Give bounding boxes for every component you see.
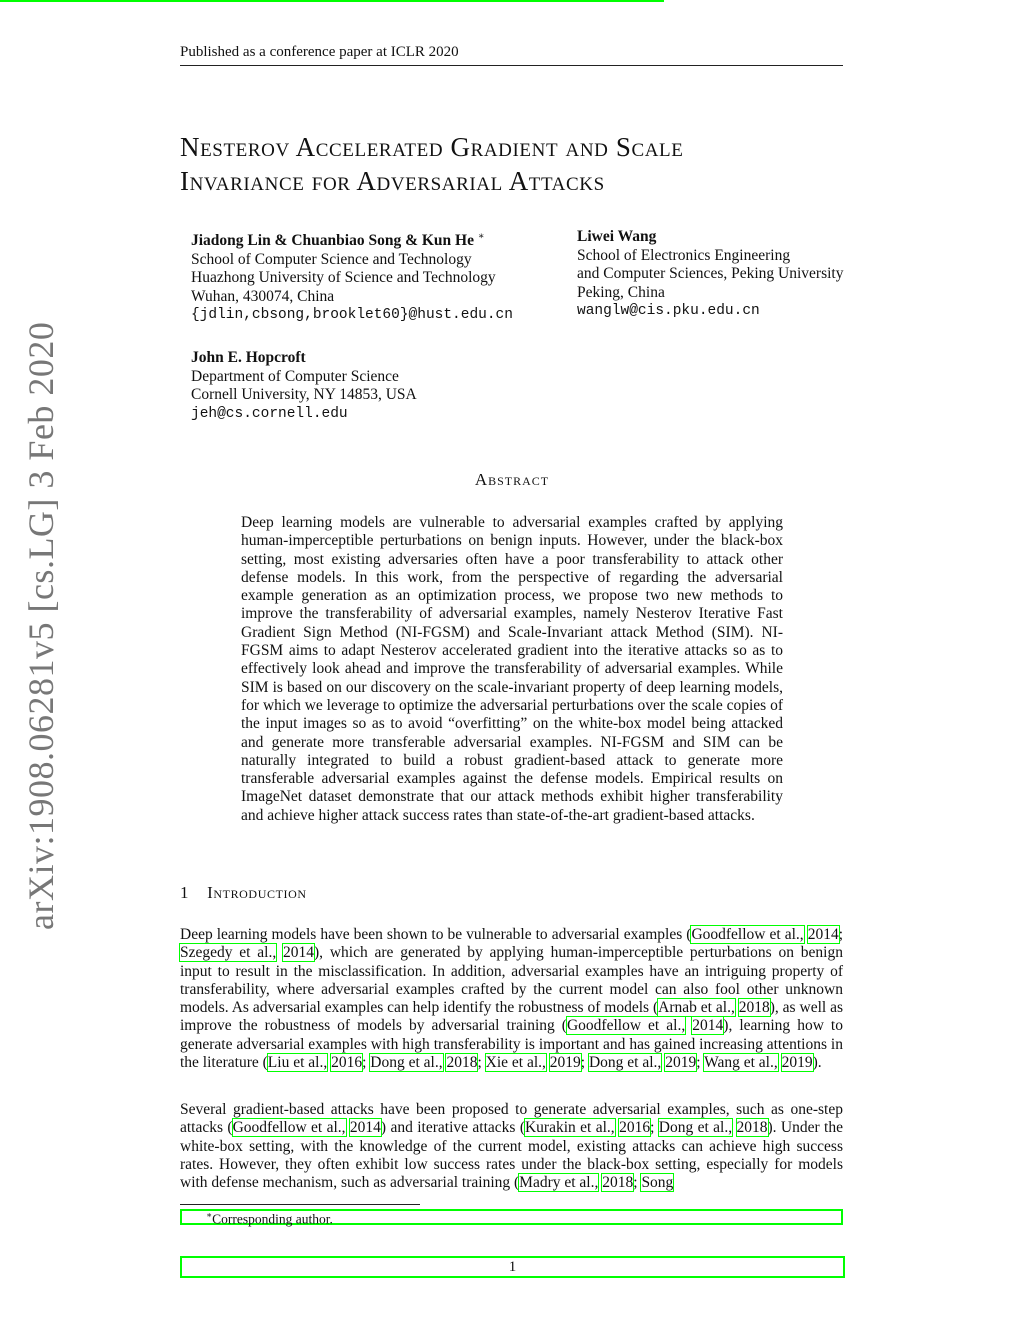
citation-link[interactable]: 2019: [781, 1054, 813, 1072]
title-line-1: Nesterov Accelerated Gradient and Scale: [180, 132, 684, 162]
citation-link[interactable]: 2016: [619, 1119, 651, 1137]
affiliation-line: School of Electronics Engineering: [577, 246, 791, 264]
page-number-link[interactable]: [180, 1256, 845, 1278]
citation-link[interactable]: 2014: [692, 1017, 724, 1035]
abstract-text: Deep learning models are vulnerable to adversarial examples crafted by applying human-imperceptible perturbations on benign inputs. However, under the black-box setting, most existing adversaries often have a poor transferability to attack other defense models. In this work, from the perspective of regarding the adversarial example generation as an optimization process, we propose two new methods to improve the transferability of adversarial examples, namely Nesterov Iterative Fast Gradient Sign Method (NI-FGSM) and Scale-Invariant attack Method (SIM). NI-FGSM aims to adapt Nesterov accelerated gradient into the iterative attacks so as to effectively look ahead and improve the transferability of adversarial examples. While SIM is based on our discovery on the scale-invariant property of deep learning models, for which we leverage to optimize the adversarial perturbations over the scale copies of the input images so as to avoid “overfitting” on the white-box model being attacked and generate more transferable adversarial examples. NI-FGSM and SIM can be naturally integrated to build a robust gradient-based attack to generate more transferable adversarial examples against the defense models. Empirical results on ImageNet dataset demonstrate that our attack methods exhibit higher transferability and achieve higher attack success rates than state-of-the-art gradient-based attacks.: [241, 514, 783, 824]
affiliation-line: School of Computer Science and Technology: [191, 250, 472, 268]
footnote-divider: [180, 1204, 420, 1205]
author-name: John E. Hopcroft: [191, 349, 306, 366]
citation-link[interactable]: 2018: [738, 999, 770, 1017]
running-header: Published as a conference paper at ICLR 2020: [180, 44, 843, 66]
citation-link[interactable]: Dong et al.,: [658, 1119, 733, 1137]
affiliation-line: Peking, China: [577, 283, 665, 301]
citation-link[interactable]: Dong et al.,: [588, 1054, 662, 1072]
citation-link[interactable]: 2014: [283, 944, 315, 962]
citation-link[interactable]: 2018: [602, 1174, 634, 1192]
author-block-right: [577, 228, 843, 321]
paper-title: [180, 130, 880, 198]
citation-link[interactable]: Xie et al.,: [485, 1054, 546, 1072]
author-email: jeh@cs.cornell.edu: [191, 405, 348, 422]
citation-link[interactable]: Goodfellow et al.,: [691, 926, 804, 943]
author-name: Liwei Wang: [577, 228, 657, 245]
author-name: Jiadong Lin & Chuanbiao Song & Kun He: [191, 232, 474, 250]
author-block-left: [191, 228, 513, 325]
page-number: 1: [508, 1259, 517, 1275]
affiliation-line: and Computer Sciences, Peking University: [577, 265, 844, 282]
citation-link[interactable]: Goodfellow et al.,: [232, 1119, 346, 1137]
citation-link[interactable]: 2019: [665, 1054, 697, 1072]
citation-link[interactable]: 2016: [331, 1054, 363, 1072]
citation-link[interactable]: 2014: [807, 926, 839, 943]
citation-link[interactable]: 2018: [736, 1119, 768, 1137]
author-email: wanglw@cis.pku.edu.cn: [577, 303, 760, 319]
affiliation-line: Cornell University, NY 14853, USA: [191, 386, 417, 403]
citation-link[interactable]: Szegedy et al.,: [180, 944, 277, 962]
title-line-2: Invariance for Adversarial Attacks: [180, 166, 605, 196]
citation-link[interactable]: Wang et al.,: [704, 1054, 778, 1072]
citation-link[interactable]: Song: [641, 1174, 674, 1192]
footnote-link[interactable]: [180, 1209, 843, 1225]
citation-link[interactable]: Dong et al.,: [370, 1054, 443, 1072]
arxiv-stamp: arXiv:1908.06281v5 [cs.LG] 3 Feb 2020: [21, 321, 61, 930]
section-heading: [180, 883, 307, 903]
intro-paragraph-2: Several gradient-based attacks have been proposed to generate adversarial examples, such as one-step attacks (Goodfellow et al., 2014) and iterative attacks (Kurakin et al., 2016; Dong et al., 2018). Under the white-box setting, with the knowledge of the current model, existing attacks can achieve high success rates. However, they often exhibit low success rates under the black-box setting, especially for models with defense mechanism, such as adversarial training (Madry et al., 2018; Song: [180, 1101, 843, 1192]
citation-link[interactable]: Kurakin et al.,: [524, 1119, 615, 1137]
citation-link[interactable]: Liu et al.,: [267, 1054, 328, 1072]
author-email: {jdlin,cbsong,brooklet60}@hust.edu.cn: [191, 307, 513, 324]
citation-link[interactable]: Arnab et al.,: [658, 999, 735, 1017]
citation-link[interactable]: Madry et al.,: [519, 1174, 599, 1192]
author-block-third: [191, 349, 417, 423]
top-highlight-bar: [0, 0, 664, 2]
affiliation-line: Wuhan, 430074, China: [191, 287, 335, 305]
affiliation-line: Huazhong University of Science and Technology: [191, 269, 496, 287]
footnote-marker[interactable]: ∗: [477, 231, 485, 242]
citation-link[interactable]: 2019: [549, 1054, 581, 1072]
abstract-heading: Abstract: [474, 470, 550, 489]
footnote-marker: ∗: [206, 1210, 213, 1220]
footnote-text: Corresponding author.: [212, 1211, 333, 1227]
affiliation-line: Department of Computer Science: [191, 367, 399, 385]
citation-link[interactable]: Goodfellow et al.,: [566, 1017, 686, 1035]
citation-link[interactable]: 2018: [446, 1054, 478, 1072]
intro-paragraph-1: Deep learning models have been shown to be vulnerable to adversarial examples (Goodfellow et al., 2014; Szegedy et al., 2014), which are generated by applying human-imperceptible perturbations on benign input to result in the misclassification. In addition, adversarial examples have an intriguing property of transferability, where adversarial examples crafted by the current model can also fool other unknown models. As adversarial examples can help identify the robustness of models (Arnab et al., 2018), as well as improve the robustness of models by adversarial training (Goodfellow et al., 2014), learning how to generate adversarial examples with high transferability is important and has gained increasing attentions in the literature (Liu et al., 2016; Dong et al., 2018; Xie et al., 2019; Dong et al., 2019; Wang et al., 2019).: [180, 926, 844, 1072]
section-title: Introduction: [207, 883, 307, 902]
section-number: 1: [180, 883, 190, 902]
citation-link[interactable]: 2014: [349, 1119, 381, 1137]
